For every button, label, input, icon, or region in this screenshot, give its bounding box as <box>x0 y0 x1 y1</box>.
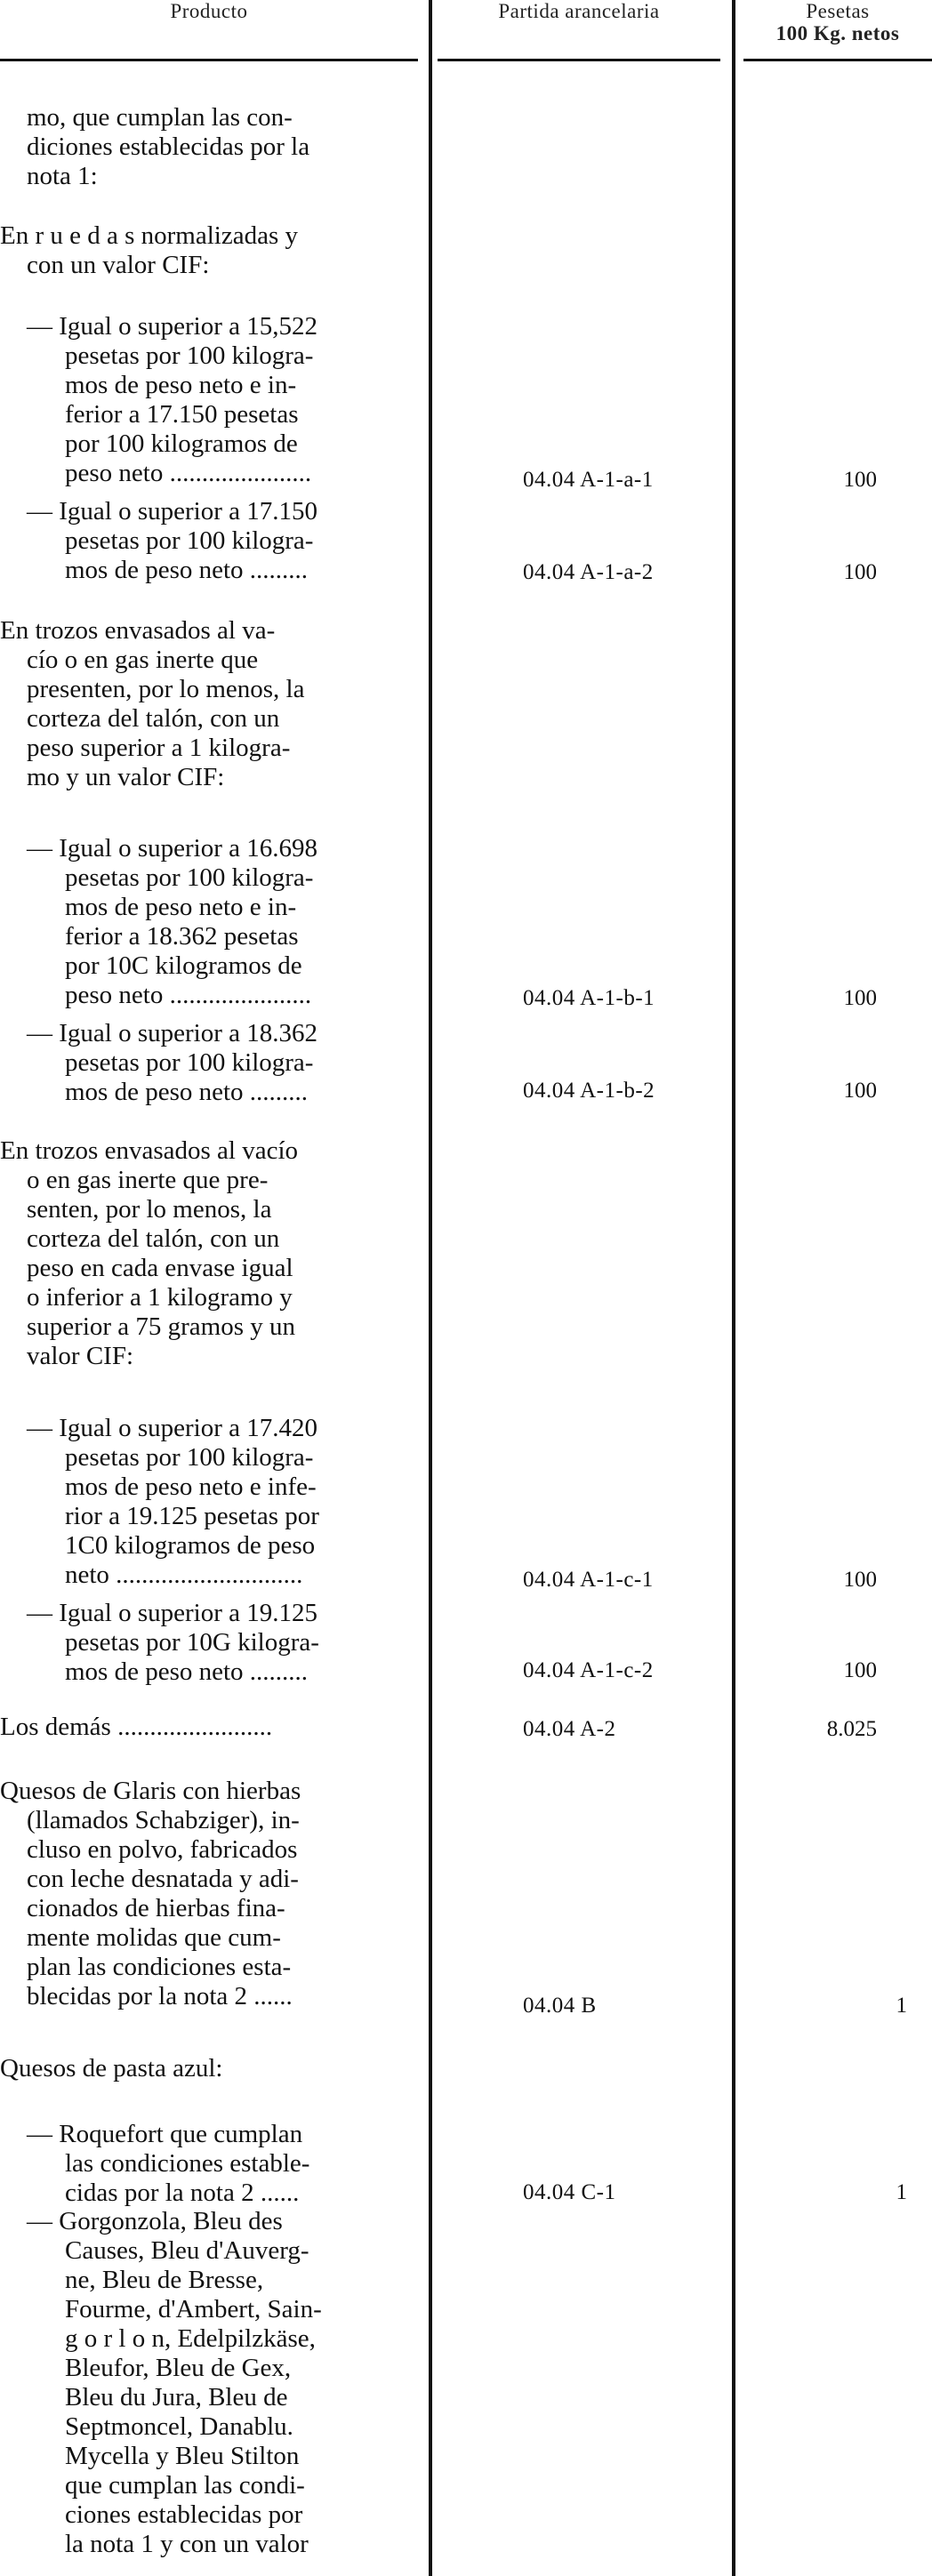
product-item-trozos-2: — Igual o superior a 18.362 pesetas por 100 kilogra- mos de peso neto ......... <box>27 1019 317 1106</box>
tariff-code-a-1-a-1: 04.04 A-1-a-1 <box>523 468 654 492</box>
product-text-trozos-envase: En trozos envasados al vacío o en gas inerte que pre- senten, por lo menos, la corteza del talón, con un peso en cada envase igual o inferior a 1 kilogramo y superior a 75 gramos y un valor CIF: <box>0 1136 299 1370</box>
value-a-1-c-1: 100 <box>843 1568 877 1592</box>
header-pesetas-line1: Pesetas <box>806 0 870 22</box>
product-item-gorgonzola: — Gorgonzola, Bleu des Causes, Bleu d'Auverg- ne, Bleu de Bresse, Fourme, d'Ambert, Sain- g o r l o n, Edelpilzkäse, Bleufor, Bleu de Gex, Bleu du Jura, Bleu de Septmoncel, Danablu. Mycella y Bleu Stilton que cumplan las condi- ciones establecidas por la nota 1 y con un valor <box>27 2207 322 2558</box>
value-a-1-a-2: 100 <box>843 560 877 584</box>
header-pesetas-line2: 100 Kg. netos <box>775 22 900 44</box>
product-item-envase-2: — Igual o superior a 19.125 pesetas por 10G kilogra- mos de peso neto ......... <box>27 1599 319 1686</box>
value-a-1-c-2: 100 <box>843 1658 877 1682</box>
header-pesetas <box>743 0 932 44</box>
value-a-2: 8.025 <box>826 1717 877 1741</box>
value-b: 1 <box>896 1994 907 2018</box>
column-divider-left <box>429 0 432 2576</box>
tariff-code-a-2: 04.04 A-2 <box>523 1717 616 1741</box>
header-rule-partida <box>438 59 720 61</box>
value-a-1-a-1: 100 <box>843 468 877 492</box>
product-text-los-demas: Los demás ........................ <box>0 1713 273 1741</box>
header-partida-arancelaria: Partida arancelaria <box>498 0 660 22</box>
tariff-code-a-1-c-1: 04.04 A-1-c-1 <box>523 1568 654 1592</box>
tariff-code-a-1-b-2: 04.04 A-1-b-2 <box>523 1079 655 1103</box>
product-item-ruedas-1: — Igual o superior a 15,522 pesetas por 100 kilogra- mos de peso neto e in- ferior a 17.150 pesetas por 100 kilogramos de peso neto ...................... <box>27 312 317 487</box>
header-rule-producto <box>0 59 418 61</box>
product-item-roquefort: — Roquefort que cumplan las condiciones estable- cidas por la nota 2 ...... <box>27 2120 310 2207</box>
tariff-code-b: 04.04 B <box>523 1994 597 2018</box>
header-producto: Producto <box>170 0 248 22</box>
product-text-continuation: mo, que cumplan las con- diciones establecidas por la nota 1: <box>27 103 310 190</box>
product-item-trozos-1: — Igual o superior a 16.698 pesetas por 100 kilogra- mos de peso neto e in- ferior a 18.362 pesetas por 10C kilogramos de peso neto ...................... <box>27 834 317 1009</box>
product-text-pasta-azul: Quesos de pasta azul: <box>0 2054 223 2082</box>
tariff-code-a-1-b-1: 04.04 A-1-b-1 <box>523 986 655 1010</box>
value-c-1: 1 <box>896 2180 907 2204</box>
product-text-ruedas: En r u e d a s normalizadas y con un valor CIF: <box>0 221 299 279</box>
tariff-code-c-1: 04.04 C-1 <box>523 2180 616 2204</box>
tariff-code-a-1-c-2: 04.04 A-1-c-2 <box>523 1658 654 1682</box>
value-a-1-b-2: 100 <box>843 1079 877 1103</box>
product-item-ruedas-2: — Igual o superior a 17.150 pesetas por 100 kilogra- mos de peso neto ......... <box>27 497 317 584</box>
product-item-envase-1: — Igual o superior a 17.420 pesetas por 100 kilogra- mos de peso neto e infe- rior a 19.125 pesetas por 1C0 kilogramos de peso neto ............................. <box>27 1414 319 1589</box>
tariff-code-a-1-a-2: 04.04 A-1-a-2 <box>523 560 654 584</box>
header-rule-pesetas <box>743 59 932 61</box>
value-a-1-b-1: 100 <box>843 986 877 1010</box>
product-text-trozos-1kg: En trozos envasados al va- cío o en gas inerte que presenten, por lo menos, la corteza del talón, con un peso superior a 1 kilogra- mo y un valor CIF: <box>0 616 305 791</box>
product-text-glaris: Quesos de Glaris con hierbas (llamados Schabziger), in- cluso en polvo, fabricados con leche desnatada y adi- cionados de hierbas fina- mente molidas que cum- plan las condiciones esta- blecidas por la nota 2 ...... <box>0 1777 301 2010</box>
column-divider-right <box>732 0 735 2576</box>
